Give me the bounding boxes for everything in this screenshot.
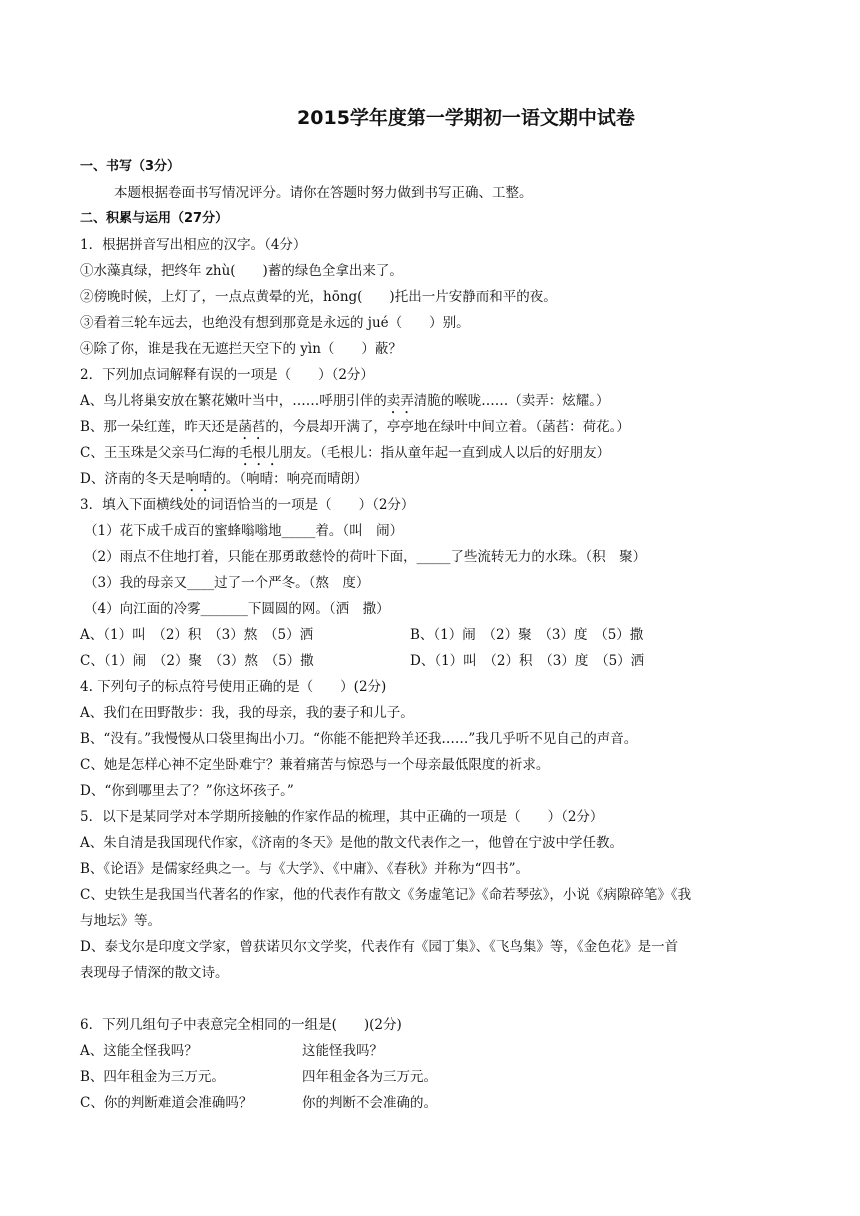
q4-option-d: D、“你到哪里去了？”你这坏孩子。” xyxy=(80,783,294,799)
dotted-word: 菡萏 xyxy=(238,419,266,435)
q5-option-a: A、朱自清是我国现代作家，《济南的冬天》是他的散文代表作之一，他曾在宁波中学任教。 xyxy=(80,835,623,851)
q3-option-a: A、（1）叫 （2）积 （3）熬 （5）洒 xyxy=(80,627,314,643)
dotted-word: 毛根儿 xyxy=(238,445,280,461)
q3-option-c: C、（1）闹 （2）聚 （3）熬 （5）撒 xyxy=(80,653,314,669)
dotted-word: 卖弄 xyxy=(386,393,414,409)
q5-option-b: B、《论语》是儒家经典之一。与《大学》、《中庸》、《春秋》并称为“四书”。 xyxy=(80,861,529,877)
exam-page: 2015学年度第一学期初一语文期中试卷 一、书写（3分） 本题根据卷面书写情况评分。请你在答题时努力做到书写正确、工整。 二、积累与运用（27分） 1．根据拼音写出相应的汉字。（4分） ①水藻真绿，把终年 zhù( )蓄的绿色全拿出来了。 ②傍晚时候，上灯了，一点点黄晕的光，hōng( )托出一片安静而和平的夜。 ③看着三轮车远去，也绝没有想到那竟是永远的 jué（ ）别。 ④除了你，谁是我在无遮拦天空下的 yìn（ ）蔽？ 2．下列加点词解释有误的一项是（ ）（2分） A、鸟儿将巢安放在繁花嫩叶当中，……呼朋引伴的卖弄清脆的喉咙……（卖弄：炫耀。） B、那一朵红莲，昨天还是菡萏的，今晨却开满了，亭亭地在绿叶中间立着。（菡萏：荷花。） C、王玉珠是父亲马仁海的毛根儿朋友。（毛根儿：指从童年起一直到成人以后的好朋友） D、济南的冬天是响晴的。（响晴：响亮而晴朗） 3．填入下面横线处的词语恰当的一项是（ ）（2分） （1）花下成千成百的蜜蜂嗡嗡地_____着。（叫 闹） （2）雨点不住地打着，只能在那勇敢慈怜的荷叶下面，_____了些流转无力的水珠。（积 聚） （3）我的母亲又____过了一个严冬。（熬 度） （4）向江面的冷雾_______下圆圆的网。（洒 撒） A、（1）叫 （2）积 （3）熬 （5）洒 B、（1）闹 （2）聚 （3）度 （5）撒 C、（1）闹 （2）聚 （3）熬 （5）撒 D、（1）叫 （2）积 （3）度 （5）洒 4. 下列句子的标点符号使用正确的是（ ）(2分) A、我们在田野散步：我，我的母亲，我的妻子和儿子。 B、“没有。”我慢慢从口袋里掏出小刀。“你能不能把羚羊还我……”我几乎听不见自己的声音。 C、她是怎样心神不定坐卧难宁？兼着痛苦与惊恐与一个母亲最低限度的祈求。 D、“你到哪里去了？”你这坏孩子。” 5．以下是某同学对本学期所接触的作家作品的梳理，其中正确的一项是（ ）（2分） A、朱自清是我国现代作家，《济南的冬天》是他的散文代表作之一，他曾在宁波中学任教。 B、《论语》是儒家经典之一。与《大学》、《中庸》、《春秋》并称为“四书”。 C、史铁生是我国当代著名的作家，他的代表作有散文《务虚笔记》《命若琴弦》，小说《病隙碎笔》《我 与地坛》等。 D、泰戈尔是印度文学家，曾获诺贝尔文学奖，代表作有《园丁集》、《飞鸟集》等，《金色花》是一首 表现母子情深的散文诗。 6．下列几组句子中表意完全相同的一组是( )(2分) A、这能全怪我吗？ 这能怪我吗？ B、四年租金为三万元。 四年租金各为三万元。 C、你的判断难道会准确吗？ 你的判断不会准确的。 xyxy=(0,0,860,1216)
q1-item: ④除了你，谁是我在无遮拦天空下的 yìn（ ）蔽？ xyxy=(80,341,402,357)
q1-item: ②傍晚时候，上灯了，一点点黄晕的光，hōng( )托出一片安静而和平的夜。 xyxy=(80,289,557,305)
q4-option-b: B、“没有。”我慢慢从口袋里掏出小刀。“你能不能把羚羊还我……”我几乎听不见自己的声音。 xyxy=(80,731,638,747)
q2-option-a: A、鸟儿将巢安放在繁花嫩叶当中，……呼朋引伴的卖弄清脆的喉咙……（卖弄：炫耀。） xyxy=(80,393,610,409)
q2-stem: 2．下列加点词解释有误的一项是（ ）（2分） xyxy=(80,367,374,383)
section-1-desc: 本题根据卷面书写情况评分。请你在答题时努力做到书写正确、工整。 xyxy=(114,185,533,201)
q5-option-d-cont: 表现母子情深的散文诗。 xyxy=(80,965,229,981)
q3-item: （1）花下成千成百的蜜蜂嗡嗡地_____着。（叫 闹） xyxy=(84,523,404,539)
q2-option-b: B、那一朵红莲，昨天还是菡萏的，今晨却开满了，亭亭地在绿叶中间立着。（菡萏：荷花。） xyxy=(80,419,630,435)
dotted-word: 响晴 xyxy=(185,471,213,487)
q5-stem: 5．以下是某同学对本学期所接触的作家作品的梳理，其中正确的一项是（ ）（2分） xyxy=(80,809,604,825)
q1-item: ①水藻真绿，把终年 zhù( )蓄的绿色全拿出来了。 xyxy=(80,263,403,279)
q4-option-c: C、她是怎样心神不定坐卧难宁？兼着痛苦与惊恐与一个母亲最低限度的祈求。 xyxy=(80,757,550,773)
q1-stem: 1．根据拼音写出相应的汉字。（4分） xyxy=(80,237,307,253)
q3-item: （2）雨点不住地打着，只能在那勇敢慈怜的荷叶下面，_____了些流转无力的水珠。（积 聚） xyxy=(84,549,647,565)
q2-option-d: D、济南的冬天是响晴的。（响晴：响亮而晴朗） xyxy=(80,471,368,487)
q5-option-d: D、泰戈尔是印度文学家，曾获诺贝尔文学奖，代表作有《园丁集》、《飞鸟集》等，《金色花》是一首 xyxy=(80,939,679,955)
q6-stem: 6．下列几组句子中表意完全相同的一组是( )(2分) xyxy=(80,1017,402,1033)
q4-option-a: A、我们在田野散步：我，我的母亲，我的妻子和儿子。 xyxy=(80,705,414,721)
q1-item: ③看着三轮车远去，也绝没有想到那竟是永远的 jué（ ）别。 xyxy=(80,315,470,331)
q3-option-d: D、（1）叫 （2）积 （3）度 （5）洒 xyxy=(410,653,645,669)
q3-item: （3）我的母亲又____过了一个严冬。（熬 度） xyxy=(84,575,370,591)
q3-option-b: B、（1）闹 （2）聚 （3）度 （5）撒 xyxy=(410,627,644,643)
q3-item: （4）向江面的冷雾_______下圆圆的网。（洒 撒） xyxy=(84,601,390,617)
section-1-heading: 一、书写（3分） xyxy=(80,159,181,174)
q5-option-c: C、史铁生是我国当代著名的作家，他的代表作有散文《务虚笔记》《命若琴弦》，小说《病隙碎笔》《我 xyxy=(80,887,692,903)
q5-option-c-cont: 与地坛》等。 xyxy=(80,913,161,929)
q2-option-c: C、王玉珠是父亲马仁海的毛根儿朋友。（毛根儿：指从童年起一直到成人以后的好朋友） xyxy=(80,445,611,461)
q4-stem: 4. 下列句子的标点符号使用正确的是（ ）(2分) xyxy=(80,679,387,695)
section-2-heading: 二、积累与运用（27分） xyxy=(80,211,229,226)
q3-stem: 3．填入下面横线处的词语恰当的一项是（ ）（2分） xyxy=(80,497,415,513)
page-title: 2015学年度第一学期初一语文期中试卷 xyxy=(297,107,635,129)
